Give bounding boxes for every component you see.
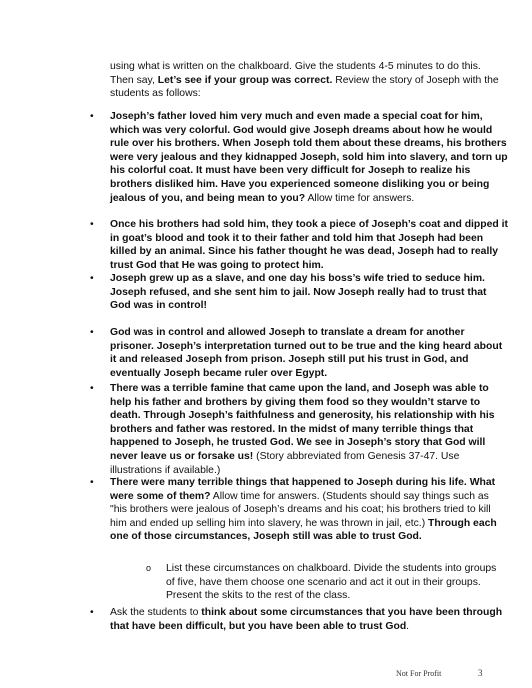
story-item-text <box>110 326 508 380</box>
story-item-text <box>110 218 508 272</box>
story-item-4 <box>90 326 508 380</box>
story-item-text <box>110 606 508 633</box>
item-normal-text: (Story abbreviated from Genesis 37-47. Use illustrations if available.) <box>110 450 460 476</box>
page-number: 3 <box>478 668 483 678</box>
bullet-icon: • <box>90 273 94 284</box>
story-item-3 <box>90 272 508 313</box>
intro-text-2: Review the story of Joseph with the students as follows: <box>110 74 499 100</box>
item-normal-text: Allow time for answers. <box>305 192 415 204</box>
item-bold-text: Joseph’s father loved him very much and even made a special coat for him, which was very colorful. God would give Joseph dreams about how he would rule over his brothers. When Joseph told them about these dreams, his brothers were very jealous and they kidnapped Joseph, sold him into slavery, and torn up his colorful coat. It must have been very difficult for Joseph to realize his brothers disliked him. Have you experienced someone disliking you or being jealous of you, and being mean to you? <box>110 111 508 204</box>
item-end-text: . <box>406 620 410 632</box>
footer-label: Not For Profit <box>396 669 442 678</box>
story-item-text <box>110 110 508 205</box>
subitem-text: List these circumstances on chalkboard. Divide the students into groups of five, have them choose one scenario and act it out in their groups. Present the skits to the rest of the class. <box>166 563 497 602</box>
intro-text-1: using what is written on the chalkboard. Give the students 4-5 minutes to do this. Then say, <box>110 61 481 86</box>
story-item-6 <box>90 476 508 544</box>
story-item-7 <box>90 606 508 633</box>
item-bold-text-2: Through each one of those circumstances, Joseph still was able to trust God. <box>110 517 497 543</box>
item-bold-text: think about some circumstances that you have been through that have been difficult, but you have been able to trust God <box>110 607 503 632</box>
bullet-icon: • <box>90 327 94 338</box>
item-bold-text: There was a terrible famine that came upon the land, and Joseph was able to help his father and brothers by giving them food so they wouldn’t starve to death. Through Joseph’s faithfulness and generosity, his relationship with his brothers and father was restored. In the midst of many terrible things that happened to Joseph, he trusted God. We see in Joseph’s story that God will never leave us or forsake us! <box>110 383 495 462</box>
intro-paragraph <box>110 60 500 101</box>
item-bold-text: God was in control and allowed Joseph to translate a dream for another prisoner. Joseph’s interpretation turned out to be true and the king heard about it and released Joseph from prison. Joseph still put his trust in God, and eventually Joseph became ruler over Egypt. <box>110 327 503 379</box>
bullet-icon: • <box>90 383 94 394</box>
bullet-icon: • <box>90 607 94 618</box>
item-bold-text: There were many terrible things that happened to Joseph during his life. What were some of them? <box>110 477 496 502</box>
item-normal-text: Allow time for answers. (Students should say things such as "his brothers were jealous of Joseph’s dreams and his coat; his brothers tried to kill him and ended up selling him into slavery, he was thrown in jail, etc.) <box>110 490 491 529</box>
bullet-icon: • <box>90 111 94 122</box>
item-normal-text: Ask the students to <box>110 607 202 618</box>
hollow-bullet-icon: o <box>146 563 152 573</box>
activity-subitem <box>146 562 506 603</box>
item-bold-text: Joseph grew up as a slave, and one day his boss’s wife tried to seduce him. Joseph refused, and she sent him to jail. Now Joseph really had to trust that God was in control! <box>110 273 487 312</box>
story-item-5 <box>90 382 508 477</box>
story-item-text <box>110 382 508 477</box>
bullet-icon: • <box>90 477 94 488</box>
intro-emphasis: Let’s see if your group was correct. <box>157 74 333 86</box>
story-item-1 <box>90 110 508 205</box>
story-item-2 <box>90 218 508 272</box>
story-item-text <box>110 272 508 313</box>
bullet-icon: • <box>90 219 94 230</box>
item-bold-text: Once his brothers had sold him, they took a piece of Joseph’s coat and dipped it in goat’s blood and took it to their father and told him that Joseph had been killed by an animal. Since his father thought he was dead, Joseph had to really trust God that He was going to protect him. <box>110 219 508 271</box>
story-item-text <box>110 476 508 544</box>
